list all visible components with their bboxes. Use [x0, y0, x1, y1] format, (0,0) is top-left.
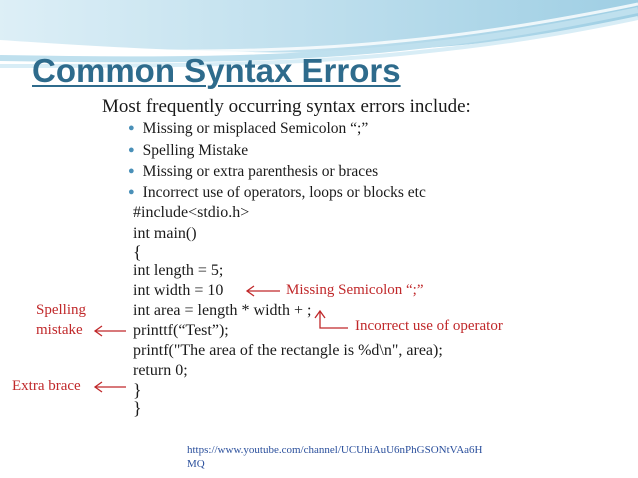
arrow-left-icon [247, 286, 280, 296]
annotation-incorrect-operator: Incorrect use of operator [355, 318, 503, 334]
slide-title: Common Syntax Errors [32, 52, 401, 89]
bullet-marker-icon: ● [128, 122, 135, 134]
source-link[interactable]: https://www.youtube.com/channel/UCUhiAuU6nPhGSONtVAa6HMQ [187, 444, 483, 470]
bullet-item [128, 163, 378, 181]
bullet-label: Spelling Mistake [142, 142, 249, 159]
code-line: #include<stdio.h> [133, 204, 250, 221]
arrow-left-icon [95, 326, 126, 336]
code-line: int main() [133, 225, 197, 242]
intro-text: Most frequently occurring syntax errors include: [102, 96, 471, 117]
bullet-marker-icon: ● [128, 144, 135, 156]
code-line: int length = 5; [133, 262, 224, 279]
bullet-item [128, 142, 248, 160]
code-line: int width = 10 [133, 282, 224, 299]
bullet-item [128, 120, 368, 138]
arrow-left-icon [95, 382, 126, 392]
code-line: printtf(“Test”); [133, 322, 229, 339]
annotation-missing-semicolon: Missing Semicolon “;” [286, 282, 424, 298]
code-line: int area = length * width + ; [133, 302, 312, 319]
annotation-spelling-line1: Spelling [36, 302, 87, 318]
bullet-label: Incorrect use of operators, loops or blocks etc [142, 184, 426, 201]
annotation-extra-brace: Extra brace [12, 378, 81, 394]
bullet-marker-icon: ● [128, 186, 135, 198]
bullet-item [128, 184, 426, 202]
bullet-label: Missing or extra parenthesis or braces [142, 163, 379, 180]
bullet-label: Missing or misplaced Semicolon “;” [142, 120, 369, 137]
bullet-marker-icon: ● [128, 165, 135, 177]
code-line: return 0; [133, 362, 188, 379]
code-line: { [133, 242, 142, 262]
annotation-spelling-line2: mistake [36, 322, 83, 338]
arrow-up-bent-icon [315, 311, 348, 328]
code-line: } [133, 380, 142, 400]
code-line: } [133, 398, 142, 418]
code-line: printf("The area of the rectangle is %d\n", area); [133, 342, 443, 359]
